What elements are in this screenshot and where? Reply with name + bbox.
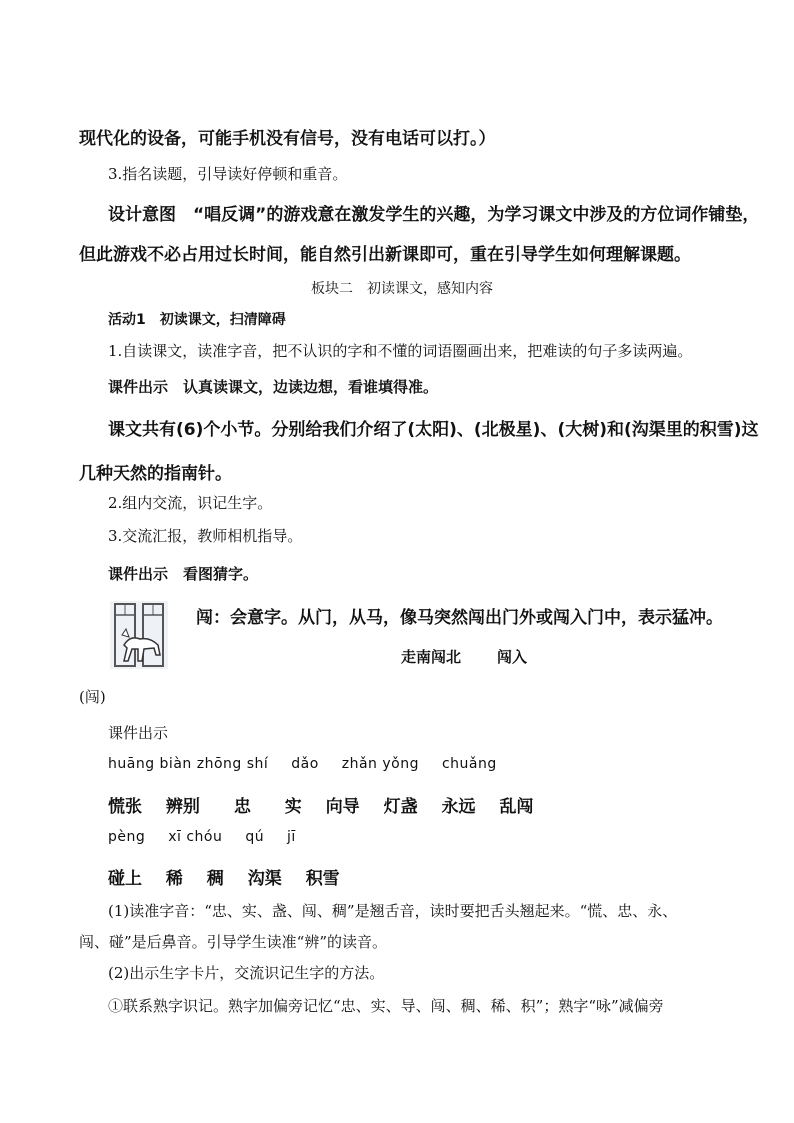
vocab-word: 灯盏 [383, 797, 418, 817]
pinyin: jī [287, 829, 296, 845]
paragraph-line: 闯、碰”是后鼻音。引导学生读准“辨”的读音。 [79, 933, 388, 951]
pinyin: pèng [108, 829, 146, 845]
paragraph-line: 课文共有(6)个小节。分别给我们介绍了(太阳)、(北极星)、(大树)和(沟渠里的积雪)这 [108, 420, 759, 440]
paragraph-line: 2.组内交流，识记生字。 [108, 494, 273, 512]
courseware-line: 课件出示 看图猜字。 [108, 565, 259, 583]
vocab-row [108, 864, 340, 889]
word-example: 闯入 [497, 648, 528, 666]
pinyin-row [108, 829, 296, 845]
vocab-word: 永远 [441, 797, 476, 817]
paragraph-line: 3.指名读题，引导读好停顿和重音。 [108, 165, 348, 183]
courseware-label: 课件出示 [108, 724, 169, 742]
paragraph-line: 但此游戏不必占用过长时间，能自然引出新课即可，重在引导学生如何理解课题。 [79, 245, 691, 265]
paragraph-line: (闯) [79, 688, 106, 706]
vocab-word: 稀 [165, 869, 183, 889]
paragraph-line: (2)出示生字卡片，交流识记生字的方法。 [108, 964, 385, 982]
vocab-word: 慌张 [108, 797, 142, 817]
vocab-word: 辨别 [165, 797, 200, 817]
character-explanation: 闯：会意字。从门，从马，像马突然闯出门外或闯入门中，表示猛冲。 [196, 608, 723, 628]
vocab-word: 向导 [325, 797, 360, 817]
courseware-line: 课件出示 认真读课文，边读边想，看谁填得准。 [108, 378, 439, 396]
vocab-word: 实 [284, 797, 302, 817]
pinyin: shí [246, 756, 269, 772]
pinyin: chuǎng [441, 756, 497, 772]
design-intent-line: 设计意图 “唱反调”的游戏意在激发学生的兴趣，为学习课文中涉及的方位词作铺垫， [108, 205, 760, 225]
activity-heading: 活动1 初读课文，扫清障碍 [108, 312, 286, 328]
paragraph-line: 3.交流汇报，教师相机指导。 [108, 527, 303, 545]
pinyin: zhōng [196, 756, 242, 772]
paragraph-line: 几种天然的指南针。 [79, 464, 232, 484]
pinyin: huāng [108, 756, 155, 772]
pinyin: zhǎn [341, 756, 378, 772]
vocab-word: 积雪 [305, 869, 340, 889]
vocab-row [108, 792, 533, 817]
word-example: 走南闯北 [401, 648, 462, 666]
pinyin-row [108, 756, 497, 772]
paragraph-line: (1)读准字音：“忠、实、盏、闯、稠”是翘舌音，读时要把舌头翘起来。“慌、忠、永、 [108, 902, 678, 920]
pinyin: dǎo [291, 756, 319, 772]
vocab-word: 稠 [206, 869, 224, 889]
vocab-word: 乱闯 [499, 797, 534, 817]
paragraph-line: 现代化的设备，可能手机没有信号，没有电话可以打。） [79, 129, 496, 149]
vocab-word: 忠 [233, 797, 251, 817]
section-title: 板块二 初读课文，感知内容 [311, 281, 493, 297]
pinyin: qú [245, 829, 265, 845]
chuang-character-image [110, 601, 168, 669]
paragraph-line: ①联系熟字识记。熟字加偏旁记忆“忠、实、导、闯、稠、稀、积”；熟字“咏”减偏旁 [108, 997, 664, 1015]
pinyin: biàn [159, 756, 192, 772]
vocab-word: 碰上 [108, 869, 142, 889]
pinyin: xī [168, 829, 182, 845]
pinyin: yǒng [382, 756, 419, 772]
paragraph-line: 1.自读课文，读准字音，把不认识的字和不懂的词语圈画出来，把难读的句子多读两遍。 [108, 342, 693, 360]
pinyin: chóu [186, 829, 223, 845]
vocab-word: 沟渠 [247, 869, 282, 889]
